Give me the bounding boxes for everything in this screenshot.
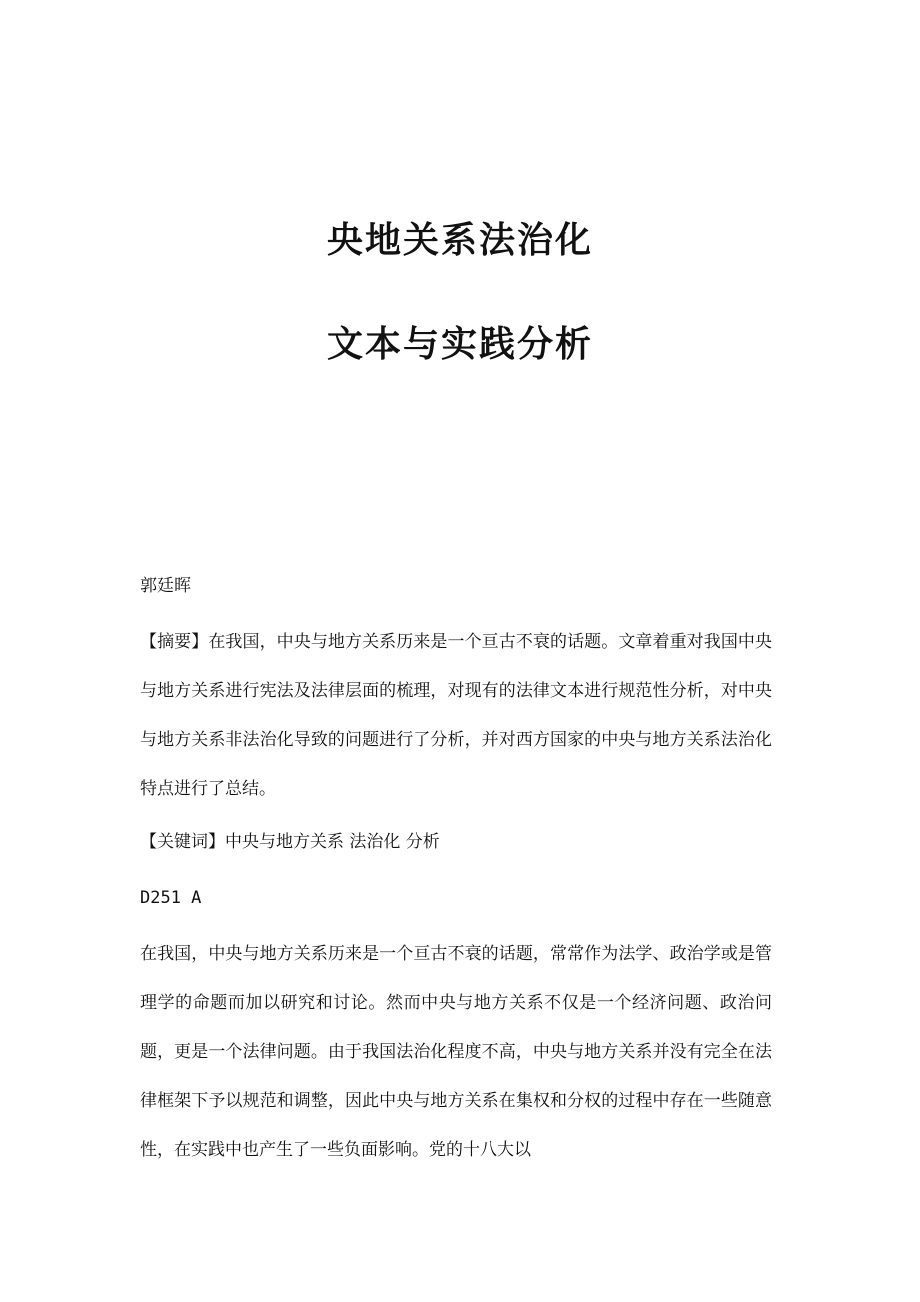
keywords-line xyxy=(140,818,772,867)
classification-code: D251 A xyxy=(140,888,202,908)
intro-paragraph: 在我国，中央与地方关系历来是一个亘古不衰的话题，常常作为法学、政治学或是管理学的命题而加以研究和讨论。然而中央与地方关系不仅是一个经济问题、政治问题，更是一个法律问题。由于我国法治化程度不高，中央与地方关系并没有完全在法律框架下予以规范和调整，因此中央与地方关系在集权和分权的过程中存在一些随意性，在实践中也产生了一些负面影响。党的十八大以 xyxy=(140,944,772,1160)
abstract-paragraph xyxy=(140,618,772,814)
keywords-label: 【关键词】 xyxy=(140,832,225,852)
author-name: 郭廷晖 xyxy=(140,576,191,596)
abstract-label: 【摘要】 xyxy=(140,632,209,652)
abstract-text: 在我国，中央与地方关系历来是一个亘古不衰的话题。文章着重对我国中央与地方关系进行宪法及法律层面的梳理，对现有的法律文本进行规范性分析，对中央与地方关系非法治化导致的问题进行了分析，并对西方国家的中央与地方关系法治化特点进行了总结。 xyxy=(140,632,773,799)
keywords-text: 中央与地方关系 法治化 分析 xyxy=(225,832,440,852)
document-title-line-2: 文本与实践分析 xyxy=(326,323,593,365)
document-title-line-1: 央地关系法治化 xyxy=(326,219,593,261)
